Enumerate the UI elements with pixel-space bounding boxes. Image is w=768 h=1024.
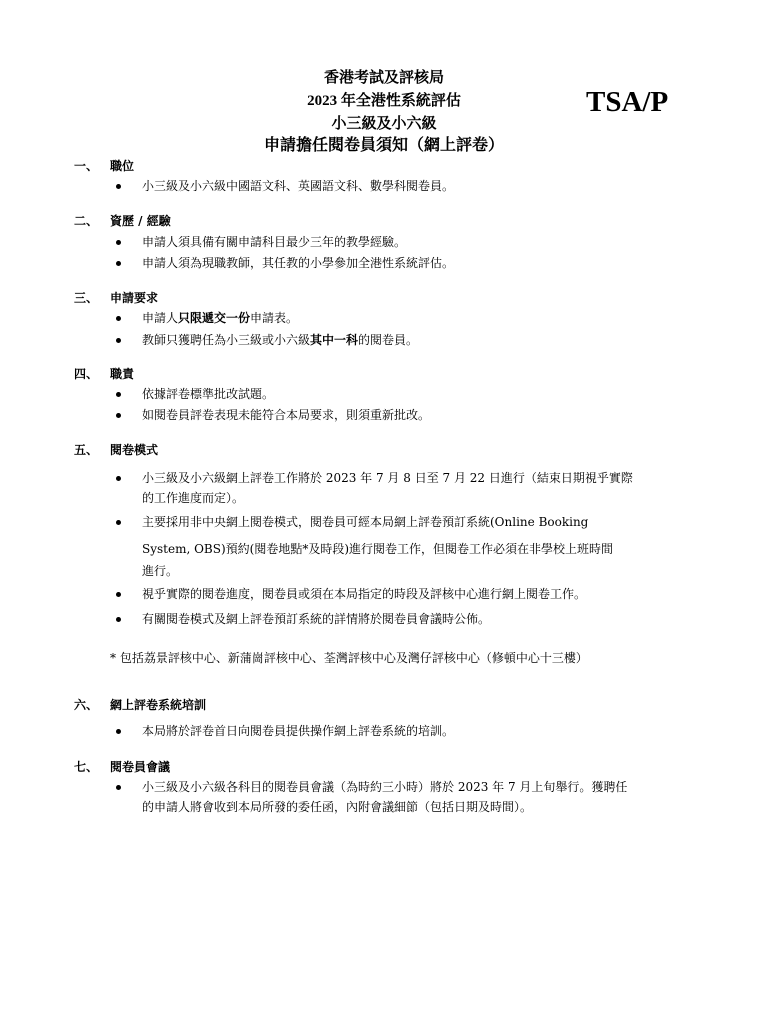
item-text: 如閱卷員評卷表現未能符合本局要求，則須重新批改。: [142, 408, 431, 422]
item-text-continued: System, OBS)預約(閱卷地點*及時段)進行閱卷工作，但閱卷工作必須在非學校上班時間: [142, 542, 614, 556]
section-title: 申請要求: [110, 291, 159, 305]
item-text: 申請人只限遞交一份申請表。: [142, 311, 299, 325]
bullet-icon: [116, 476, 121, 481]
item-text: 申請人須具備有關申請科目最少三年的教學經驗。: [142, 235, 407, 249]
bullet-icon: [116, 316, 121, 321]
bullet-icon: [116, 392, 121, 397]
item-text: 視乎實際的閱卷進度，閱卷員或須在本局指定的時段及評核中心進行網上閱卷工作。: [142, 587, 587, 601]
notice-title: 申請擔任閱卷員須知（網上評卷）: [263, 137, 504, 154]
bullet-icon: [116, 413, 121, 418]
bullet-icon: [116, 729, 121, 734]
org-name: 香港考試及評核局: [323, 70, 444, 86]
bullet-icon: [116, 785, 121, 790]
section-number: 六、: [74, 698, 99, 712]
levels-title: 小三級及小六級: [331, 116, 437, 132]
bullet-icon: [116, 617, 121, 622]
item-text: 申請人須為現職教師，其任教的小學參加全港性系統評估。: [142, 256, 455, 270]
assessment-title: 2023 年全港性系統評估: [307, 93, 461, 109]
item-text: 小三級及小六級各科目的閱卷員會議（為時約三小時）將於 2023 年 7 月上旬舉行。獲聘任: [142, 780, 628, 794]
item-text: 小三級及小六級網上評卷工作將於 2023 年 7 月 8 日至 7 月 22 日進行（結束日期視乎實際: [142, 471, 633, 485]
section-title: 職責: [110, 367, 135, 381]
bullet-icon: [116, 520, 121, 525]
item-text-continued: 的工作進度而定）。: [142, 491, 245, 505]
bullet-icon: [116, 184, 121, 189]
item-text: 依據評卷標準批改試題。: [142, 387, 275, 401]
section-number: 二、: [74, 214, 99, 228]
section-number: 四、: [74, 367, 99, 381]
section-number: 三、: [74, 291, 99, 305]
bullet-icon: [116, 261, 121, 266]
section-title: 網上評卷系統培訓: [110, 698, 207, 712]
item-text: 有關閱卷模式及網上評卷預訂系統的詳情將於閱卷員會議時公佈。: [142, 612, 491, 626]
bullet-icon: [116, 338, 121, 343]
item-text-continued: 的申請人將會收到本局所發的委任函，內附會議細節（包括日期及時間）。: [142, 800, 533, 814]
section-number: 一、: [74, 159, 99, 173]
item-text-continued: 進行。: [142, 564, 179, 578]
section-title: 閱卷模式: [110, 443, 159, 457]
document-code: TSA/P: [586, 86, 669, 118]
footnote: * 包括荔景評核中心、新蒲崗評核中心、荃灣評核中心及灣仔評核中心（修頓中心十三樓）: [110, 651, 588, 665]
section-title: 閱卷員會議: [110, 760, 171, 774]
section-number: 七、: [74, 760, 99, 774]
section-title: 資歷 / 經驗: [110, 214, 171, 228]
item-text: 本局將於評卷首日向閱卷員提供操作網上評卷系統的培訓。: [142, 724, 455, 738]
section-number: 五、: [74, 443, 99, 457]
bullet-icon: [116, 592, 121, 597]
section-title: 職位: [110, 159, 135, 173]
item-text: 小三級及小六級中國語文科、英國語文科、數學科閱卷員。: [142, 179, 455, 193]
bullet-icon: [116, 240, 121, 245]
item-text: 教師只獲聘任為小三級或小六級其中一科的閱卷員。: [142, 333, 419, 347]
item-text: 主要採用非中央網上閱卷模式，閱卷員可經本局網上評卷預訂系統(Online Booking: [142, 515, 589, 529]
